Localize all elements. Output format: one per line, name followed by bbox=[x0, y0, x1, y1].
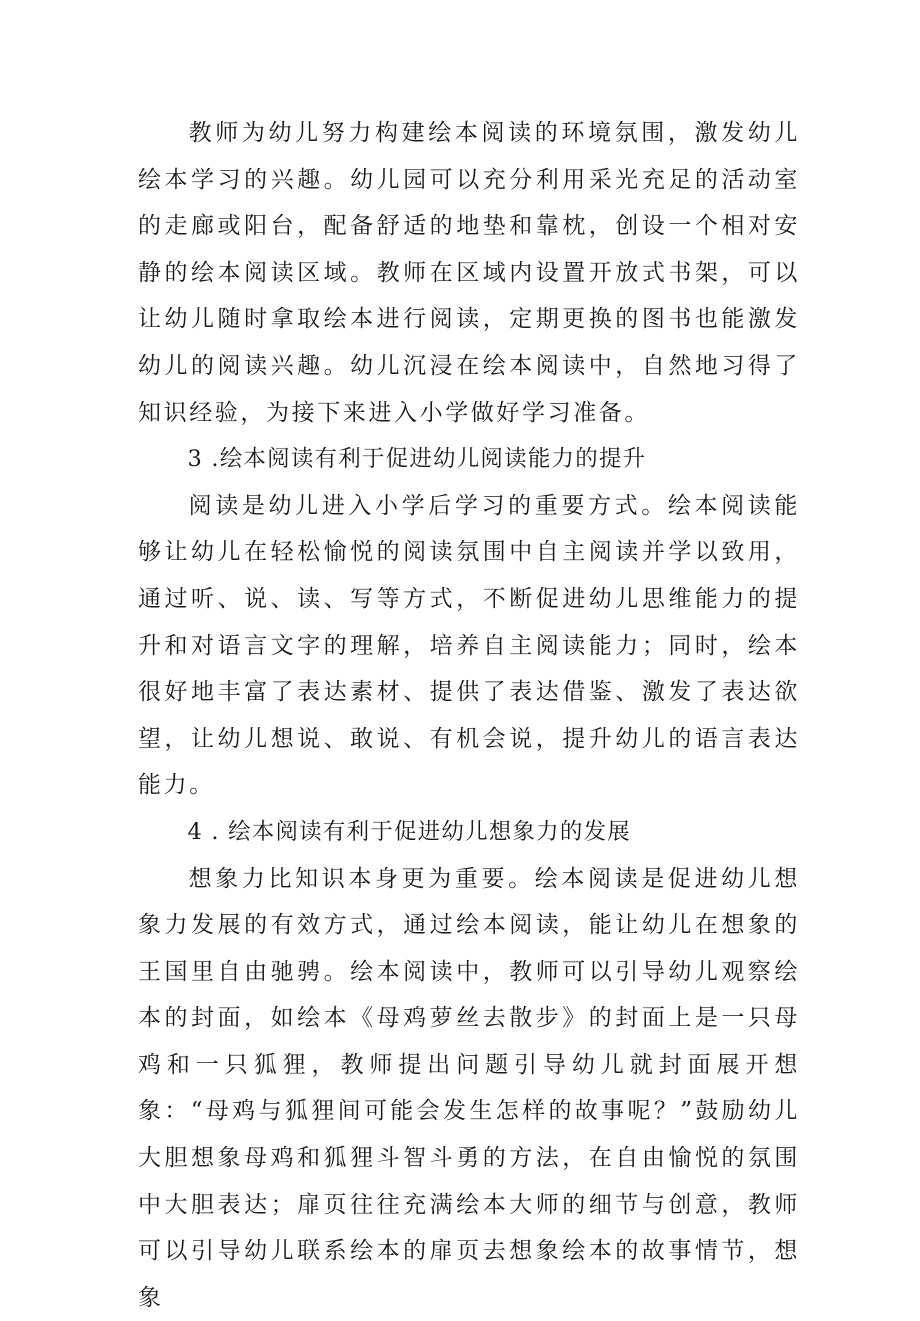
section-heading-4: 4 . 绘本阅读有利于促进幼儿想象力的发展 bbox=[138, 809, 800, 856]
document-body bbox=[138, 110, 800, 1321]
paragraph-reading-ability: 阅读是幼儿进入小学后学习的重要方式。绘本阅读能够让幼儿在轻松愉悦的阅读氛围中自主阅读并学以致用，通过听、说、读、写等方式，不断促进幼儿思维能力的提升和对语言文字的理解，培养自主阅读能力；同时，绘本很好地丰富了表达素材、提供了表达借鉴、激发了表达欲望，让幼儿想说、敢说、有机会说，提升幼儿的语言表达能力。 bbox=[138, 483, 800, 809]
section-heading-3: 3 .绘本阅读有利于促进幼儿阅读能力的提升 bbox=[138, 436, 800, 483]
paragraph-imagination: 想象力比知识本身更为重要。绘本阅读是促进幼儿想象力发展的有效方式，通过绘本阅读，能让幼儿在想象的王国里自由驰骋。绘本阅读中，教师可以引导幼儿观察绘本的封面，如绘本《母鸡萝丝去散步》的封面上是一只母鸡和一只狐狸，教师提出问题引导幼儿就封面展开想象：“母鸡与狐狸间可能会发生怎样的故事呢？”鼓励幼儿大胆想象母鸡和狐狸斗智斗勇的方法，在自由愉悦的氛围中大胆表达；扉页往往充满绘本大师的细节与创意，教师可以引导幼儿联系绘本的扉页去想象绘本的故事情节，想象 bbox=[138, 856, 800, 1321]
paragraph-environment: 教师为幼儿努力构建绘本阅读的环境氛围，激发幼儿绘本学习的兴趣。幼儿园可以充分利用采光充足的活动室的走廊或阳台，配备舒适的地垫和靠枕，创设一个相对安静的绘本阅读区域。教师在区域内设置开放式书架，可以让幼儿随时拿取绘本进行阅读，定期更换的图书也能激发幼儿的阅读兴趣。幼儿沉浸在绘本阅读中，自然地习得了知识经验，为接下来进入小学做好学习准备。 bbox=[138, 110, 800, 436]
